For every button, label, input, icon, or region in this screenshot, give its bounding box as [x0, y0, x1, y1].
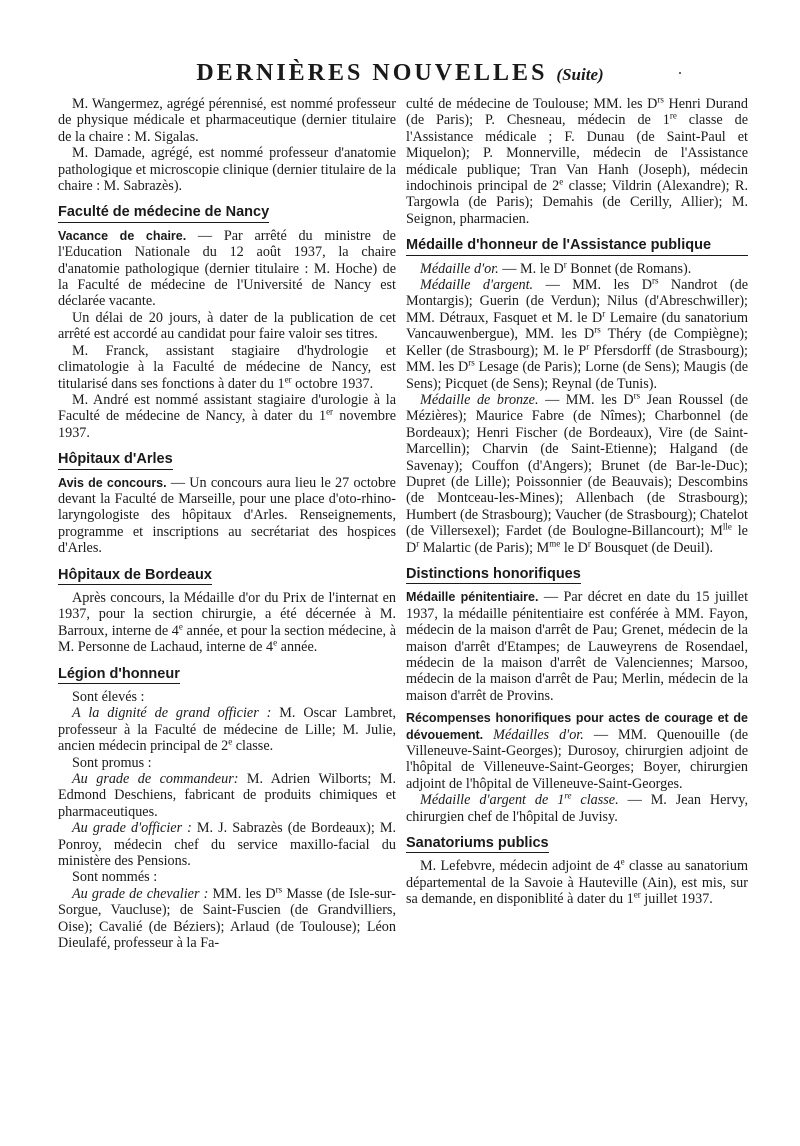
- paragraph: Médaille d'argent. — MM. les $D^{rs}$ Nandrot (de Montargis); Guerin (de Verdun); Nilus (d'Abreschwiller); MM. Détraux, Fasquet et M. le $D^r$ Lemaire (du sanatorium Vancauwenbergue), MM. les $D^{rs}$ Théry (de Compiègne); Keller (de Strasbourg); M. le $P^r$ Pfersdorff (de Strasbourg); MM. les $D^{rs}$ Lesage (de Paris); Lorne (de Sens); Maugis (de Sens); Picquet (de Sens); Reynal (de Tunis).: [406, 275, 748, 392]
- page-title-suite: (Suite): [556, 65, 604, 84]
- page-title: DERNIÈRES NOUVELLES: [196, 60, 548, 86]
- paragraph: M. André est nommé assistant stagiaire d'urologie à la Faculté de médecine de Nancy, à dater du 1er novembre 1937.: [58, 391, 396, 441]
- paragraph: A la dignité de grand officier : M. Oscar Lambret, professeur à la Faculté de médecine de Lille; M. Julie, ancien médecin principal de 2e classe.: [58, 705, 396, 755]
- section-heading-bordeaux: Hôpitaux de Bordeaux: [58, 567, 212, 585]
- paragraph: Médaille d'argent de 1re classe. — M. Jean Hervy, chirurgien chef de l'hôpital de Juvisy.: [406, 790, 748, 825]
- paragraph: Médaille de bronze. — MM. les $D^{rs}$ Jean Roussel (de Mézières); Maurice Fabre (de Nîmes); Charbonnel (de Bordeaux); Henri Fischer (de Bordeaux), Vire (de Saint-Marcellin); Charvin (de Saint-Etienne); Halgand (de Savenay); Couffon (d'Angers); Brunet (de Bar-le-Duc); Dupret (de Lille); Poissonnier (de Beauvais); Descombins (de Montceau-les-Mines); Allenbach (de Strasbourg); Humbert (de Strasbourg); Vaucher (de Strasbourg); Chatelot (de Villersexel); Fardet (de Boulogne-Billancourt); $M^{lle}$ le $D^r$ Malartic (de Paris); $M^{me}$ le $D^r$ Bousquet (de Deuil).: [406, 390, 749, 556]
- subheading: Avis de concours.: [58, 475, 167, 490]
- paragraph: Un délai de 20 jours, à dater de la publication de cet arrêté est accordé au candidat pour faire valoir ses titres.: [58, 309, 396, 343]
- paragraph: Au grade de chevalier : MM. les $D^{rs}$ Masse (de Isle-sur-Sorgue, Vaucluse); de Saint-Fuscien (de Grandvilliers, Oise); Cavalié (de Béziers); Arlaud (de Toulouse); Léon Dieulafé, professeur à la Fa-: [58, 884, 396, 952]
- paragraph: Sont promus :: [72, 754, 152, 771]
- paragraph: M. Damade, agrégé, est nommé professeur d'anatomie pathologique et microscopie clinique (dernier titulaire de la chaire : M. Sabrazès).: [58, 145, 396, 195]
- left-column: [58, 96, 396, 952]
- section-heading-distinctions: Distinctions honorifiques: [406, 566, 581, 584]
- paragraph: culté de médecine de Toulouse; MM. les $D^{rs}$ Henri Durand (de Paris); P. Chesneau, médecin de 1re classe de l'Assistance médicale ; F. Dunau (de Saint-Paul et Miquelon); P. Monnerville, médecin de l'Assistance médicale publique; Tran Van Hanh (Joseph), médecin indochinois principal de 2e classe; Vildrin (Alexandre); R. Targowla (de Paris); Demahis (de Cerilly, Allier); M. Seignon, pharmacien.: [406, 94, 748, 227]
- subheading: Vacance de chaire.: [58, 228, 187, 243]
- section-heading-arles: Hôpitaux d'Arles: [58, 451, 173, 469]
- paragraph: Médaille d'or. — M. le $D^r$ Bonnet (de Romans).: [420, 258, 692, 277]
- paragraph: Sont élevés :: [72, 689, 145, 705]
- paragraph: Récompenses honorifiques pour actes de courage et de dévouement. Médailles d'or. — MM. Quenouille (de Villeneuve-Saint-Georges); Durosoy, chirurgien adjoint de l'hôpital de Villeneuve-Saint-Georges; Boyer, chirurgien adjoint de l'hôpital de Villeneuve-Saint-Georges.: [406, 711, 748, 792]
- paragraph: M. Wangermez, agrégé pérennisé, est nommé professeur de physique médicale et pharmaceutique (dernier titulaire de la chaire : M. Sigalas.: [58, 96, 396, 145]
- right-column: [406, 96, 748, 908]
- section-heading-nancy: Faculté de médecine de Nancy: [58, 204, 269, 222]
- paragraph: Vacance de chaire. — Par arrêté du ministre de l'Education Nationale du 12 août 1937, la chaire d'anatomie pathologique (dernier titulaire : M. Hoche) de la Faculté de médecine de l'Université de Nancy est déclarée vacante.: [58, 227, 396, 310]
- paragraph: Au grade d'officier : M. J. Sabrazès (de Bordeaux); M. Ponroy, médecin chef du service maxillo-facial du ministère des Pensions.: [58, 820, 396, 870]
- paragraph: Avis de concours. — Un concours aura lieu le 27 octobre devant la Faculté de Marseille, pour une place d'oto-rhino-laryngologiste des hôpitaux d'Arles. Renseignements, programme et inscriptions au secrétariat des hospices d'Arles.: [58, 474, 396, 557]
- section-heading-assistance: Médaille d'honneur de l'Assistance publique: [406, 237, 748, 255]
- section-heading-sanatoriums: Sanatoriums publics: [406, 835, 549, 853]
- paragraph: M. Franck, assistant stagiaire d'hydrologie et climatologie à la Faculté de médecine de Nancy, est titularisé dans ses fonctions à dater du 1er octobre 1937.: [58, 342, 396, 392]
- speck: [679, 72, 681, 74]
- subheading: Récompenses honorifiques pour actes de courage et de dévouement.: [406, 711, 748, 742]
- paragraph: Au grade de commandeur: M. Adrien Wilborts; M. Edmond Deschiens, fabricant de produits chimiques et pharmaceutiques.: [58, 771, 396, 820]
- section-heading-legion: Légion d'honneur: [58, 666, 180, 684]
- paragraph: Après concours, la Médaille d'or du Prix de l'internat en 1937, pour la section chirurgie, a été décernée à M. Barroux, interne de 4e année, et pour la section médecine, à M. Personne de Lachaud, interne de 4e année.: [58, 589, 396, 656]
- paragraph: Sont nommés :: [72, 869, 158, 886]
- paragraph: M. Lefebvre, médecin adjoint de 4e classe au sanatorium départemental de la Savoie à Hauteville (Ain), est mis, sur sa demande, en disponiblité à dater du 1er juillet 1937.: [406, 856, 748, 908]
- subheading: Médaille pénitentiaire.: [406, 590, 539, 605]
- paragraph: Médaille pénitentiaire. — Par décret en date du 15 juillet 1937, la médaille pénitentiaire est conférée à MM. Fayon, médecin de la maison d'arrêt de Pau; Grenet, médecin de la maison d'arrêt d'Etampes; de Lauweyrens de Rosendael, médecin de la maison d'arrêt de Valenciennes; Marsoo, médecin de la maison d'arrêt de Pau; Merlin, médecin de la maison d'arrêt de Provins.: [406, 589, 749, 704]
